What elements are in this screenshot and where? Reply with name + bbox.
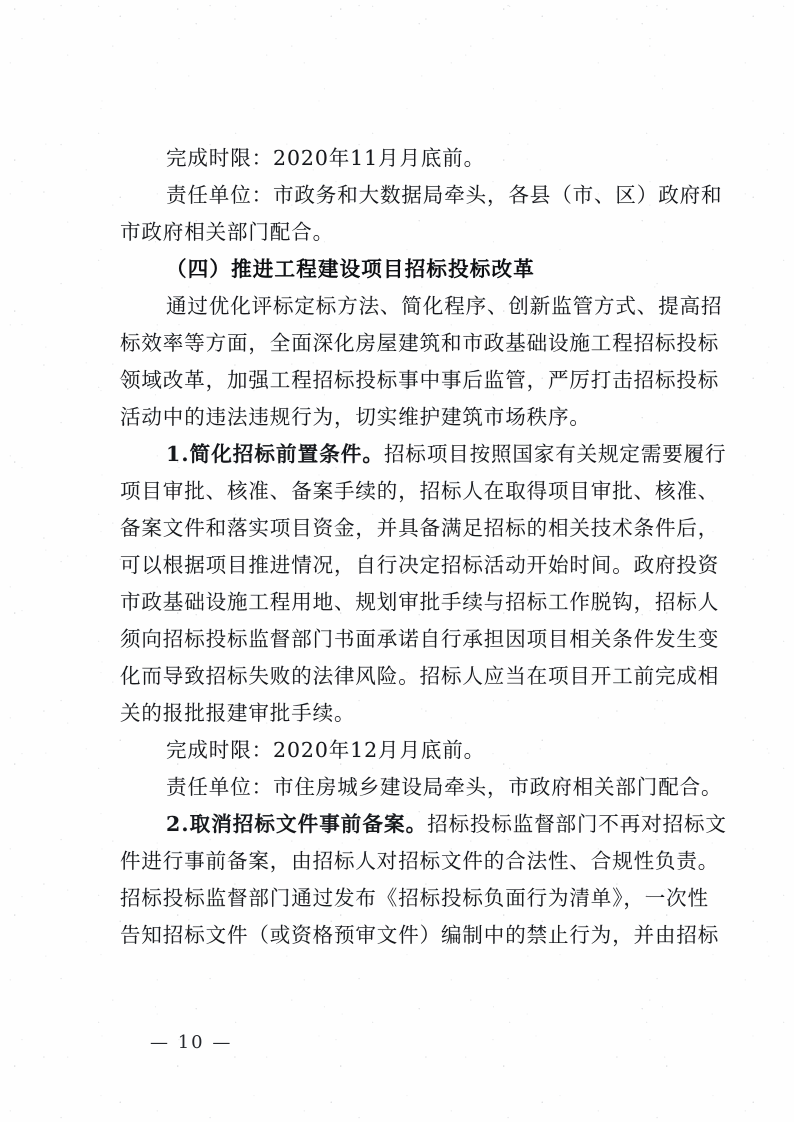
text-line: 市政府相关部门配合。 — [120, 220, 334, 244]
page-number: — 10 — — [150, 1032, 233, 1053]
text-line: 件进行事前备案，由招标人对招标文件的合法性、合规性负责。 — [120, 849, 720, 873]
text-block-section-heading-4 — [120, 251, 724, 288]
text-block-deadline-2 — [120, 732, 724, 769]
text-line: 备案文件和落实项目资金，并具备满足招标的相关技术条件后， — [120, 516, 720, 540]
text-line: 须向招标投标监督部门书面承诺自行承担因项目相关条件发生变 — [120, 627, 720, 651]
text-line: 领域改革，加强工程招标投标事中事后监管，严厉打击招标投标 — [120, 368, 720, 392]
text-line: 完成时限：2020年12月月底前。 — [166, 738, 486, 762]
text-line: 告知招标文件（或资格预审文件）编制中的禁止行为，并由招标 — [120, 923, 720, 947]
text-line: 完成时限：2020年11月月底前。 — [166, 146, 486, 170]
text-line: 项目审批、核准、备案手续的，招标人在取得项目审批、核准、 — [120, 479, 720, 503]
text-line: 责任单位：市政务和大数据局牵头，各县（市、区）政府和 — [166, 183, 723, 207]
text-block-section-intro — [120, 288, 724, 436]
item-lead-in: 2.取消招标文件事前备案。 — [166, 812, 428, 836]
text-line: 可以根据项目推进情况，自行决定招标活动开始时间。政府投资 — [120, 553, 720, 577]
text-block-item-2 — [120, 806, 727, 954]
text-line: 标效率等方面，全面深化房屋建筑和市政基础设施工程招标投标 — [120, 331, 720, 355]
text-line: （四）推进工程建设项目招标投标改革 — [166, 257, 535, 281]
document-body — [120, 140, 727, 954]
text-block-responsible-unit-1 — [120, 177, 724, 251]
text-line: 招标投标监督部门通过发布《招标投标负面行为清单》，一次性 — [120, 886, 709, 910]
text-block-deadline-1 — [120, 140, 724, 177]
text-line: 市政基础设施工程用地、规划审批手续与招标工作脱钩，招标人 — [120, 590, 720, 614]
text-line: 关的报批报建审批手续。 — [120, 701, 356, 725]
text-line: 化而导致招标失败的法律风险。招标人应当在项目开工前完成相 — [120, 664, 720, 688]
item-lead-in: 1.简化招标前置条件。 — [166, 442, 385, 466]
item-body-text: 招标投标监督部门不再对招标文 — [427, 812, 727, 836]
text-block-responsible-unit-2 — [120, 769, 724, 806]
text-block-item-1 — [120, 436, 727, 732]
item-body-text: 招标项目按照国家有关规定需要履行 — [384, 442, 727, 466]
text-line: 责任单位：市住房城乡建设局牵头，市政府相关部门配合。 — [166, 775, 723, 799]
text-line — [120, 436, 727, 473]
text-line: 通过优化评标定标方法、简化程序、创新监管方式、提高招 — [166, 294, 723, 318]
text-line — [120, 806, 727, 843]
text-line: 活动中的违法违规行为，切实维护建筑市场秩序。 — [120, 405, 591, 429]
